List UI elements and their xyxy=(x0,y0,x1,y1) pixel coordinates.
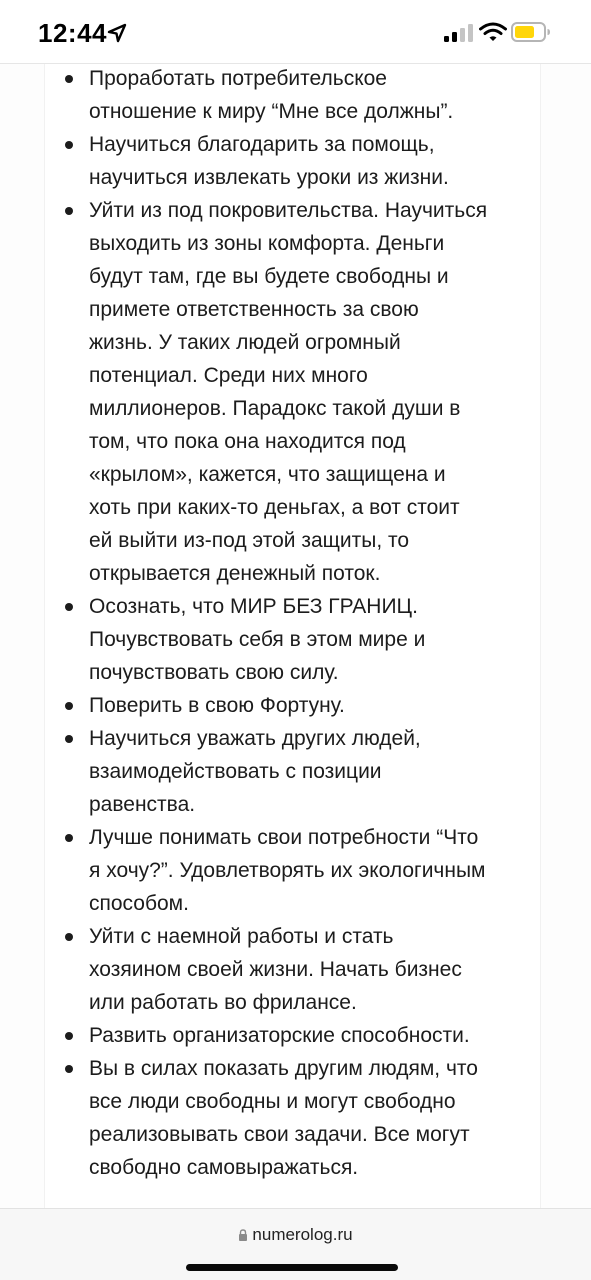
home-indicator[interactable] xyxy=(186,1264,398,1271)
bullet-item xyxy=(45,821,542,920)
bullet-item xyxy=(45,194,542,590)
bullet-text-line: Научиться уважать других людей, xyxy=(89,727,421,750)
bullet-text-line: я хочу?”. Удовлетворять их экологичным xyxy=(89,859,486,882)
bullet-item xyxy=(45,1052,542,1184)
bullet-text-line: «крылом», кажется, что защищена и xyxy=(89,463,446,486)
bullet-list xyxy=(45,64,542,1184)
bullet-text-line: Поверить в свою Фортуну. xyxy=(89,694,345,717)
bullet-dot-icon xyxy=(65,735,73,743)
bullet-text-line: взаимодействовать с позиции xyxy=(89,760,382,783)
browser-bottom-bar xyxy=(0,1208,591,1280)
bullet-text-line: или работать во фрилансе. xyxy=(89,991,357,1014)
bullet-item xyxy=(45,722,542,821)
bullet-dot-icon xyxy=(65,702,73,710)
bullet-text-line: Лучше понимать свои потребности “Что xyxy=(89,826,479,849)
clock-time: 12:44 xyxy=(38,18,107,48)
bullet-item xyxy=(45,64,542,128)
bullet-text-line: выходить из зоны комфорта. Деньги xyxy=(89,232,445,255)
bullet-dot-icon xyxy=(65,603,73,611)
bullet-dot-icon xyxy=(65,1032,73,1040)
bullet-item xyxy=(45,128,542,194)
bullet-text-line: Вы в силах показать другим людям, что xyxy=(89,1057,478,1080)
bullet-dot-icon xyxy=(65,834,73,842)
bullet-text-line: жизнь. У таких людей огромный xyxy=(89,331,401,354)
cellular-signal-icon xyxy=(444,24,474,42)
bullet-text-line: свободно самовыражаться. xyxy=(89,1156,359,1179)
bullet-text-line: хоть при каких-то деньгах, а вот стоит xyxy=(89,496,460,519)
bullet-dot-icon xyxy=(65,141,73,149)
bullet-text-line: все люди свободны и могут свободно xyxy=(89,1090,456,1113)
bullet-item xyxy=(45,689,542,722)
page-viewport[interactable] xyxy=(0,64,591,1208)
bullet-text-line: Проработать потребительское xyxy=(89,67,387,90)
bullet-text-line: потенциал. Среди них много xyxy=(89,364,368,387)
bullet-dot-icon xyxy=(65,1065,73,1073)
bullet-text-line: Уйти с наемной работы и стать xyxy=(89,925,394,948)
bullet-item xyxy=(45,590,542,689)
address-bar[interactable] xyxy=(0,1225,591,1245)
bullet-text-line: Осознать, что МИР БЕЗ ГРАНИЦ. xyxy=(89,595,418,618)
bullet-dot-icon xyxy=(65,933,73,941)
bullet-item xyxy=(45,920,542,1019)
bullet-text-line: хозяином своей жизни. Начать бизнес xyxy=(89,958,462,981)
bullet-dot-icon xyxy=(65,207,73,215)
bullet-text-line: миллионеров. Парадокс такой души в xyxy=(89,397,461,420)
bullet-text-line: будут там, где вы будете свободны и xyxy=(89,265,449,288)
lock-icon xyxy=(238,1229,248,1241)
bullet-text-line: почувствовать свою силу. xyxy=(89,661,339,684)
status-bar xyxy=(0,0,591,64)
bullet-text-line: реализовывать свои задачи. Все могут xyxy=(89,1123,470,1146)
bullet-text-line: Научиться благодарить за помощь, xyxy=(89,133,435,156)
bullet-text-line: ей выйти из-под этой защиты, то xyxy=(89,529,410,552)
bullet-item xyxy=(45,1019,542,1052)
bullet-text-line: Почувствовать себя в этом мире и xyxy=(89,628,426,651)
bullet-text-line: Уйти из под покровительства. Научиться xyxy=(89,199,488,222)
article-card xyxy=(44,64,541,1208)
bullet-text-line: научиться извлекать уроки из жизни. xyxy=(89,166,449,189)
bullet-text-line: Развить организаторские способности. xyxy=(89,1024,470,1047)
wifi-icon xyxy=(479,22,507,42)
bullet-dot-icon xyxy=(65,75,73,83)
bullet-text-line: том, что пока она находится под xyxy=(89,430,406,453)
url-text: numerolog.ru xyxy=(252,1225,353,1244)
bullet-text-line: способом. xyxy=(89,892,189,915)
battery-icon xyxy=(511,22,551,42)
bullet-text-line: примете ответственность за свою xyxy=(89,298,419,321)
bullet-text-line: открывается денежный поток. xyxy=(89,562,381,585)
bullet-text-line: отношение к миру “Мне все должны”. xyxy=(89,100,454,123)
location-arrow-icon xyxy=(106,22,128,44)
bullet-text-line: равенства. xyxy=(89,793,196,816)
